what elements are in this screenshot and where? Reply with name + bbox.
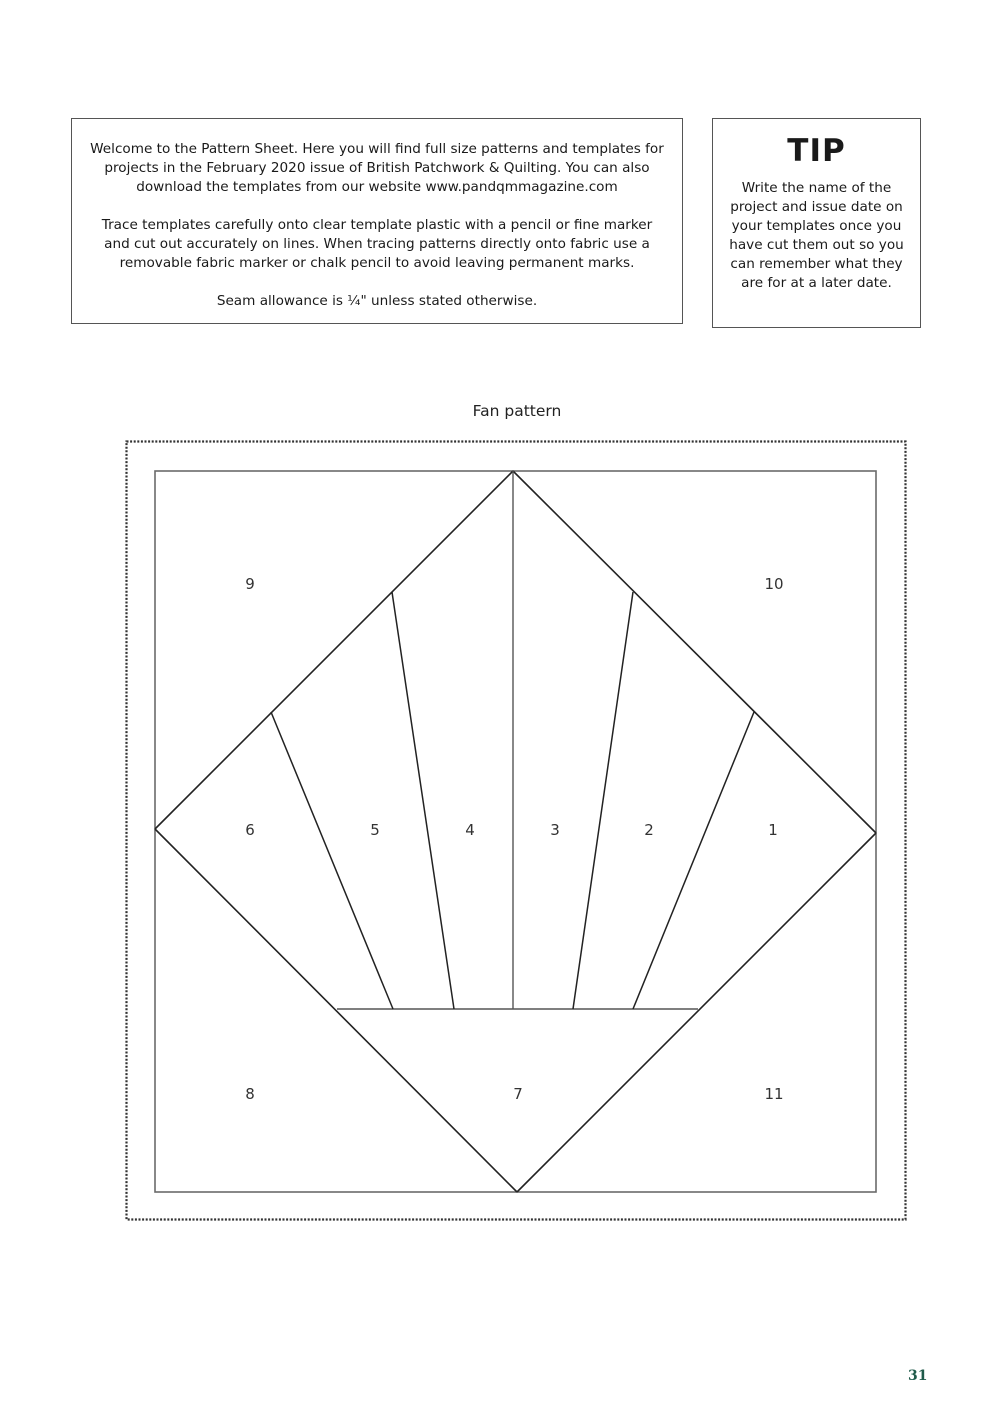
section-label-4: 4: [465, 821, 475, 839]
section-label-11: 11: [764, 1085, 784, 1103]
diamond-edge-bottom-right: [517, 833, 876, 1192]
section-label-10: 10: [764, 575, 784, 593]
section-label-9: 9: [245, 575, 255, 593]
intro-paragraph-tracing: Trace templates carefully onto clear template plastic with a pencil or fine marker and cut out accurately on lines. When tracing patterns directly onto fabric use a removable fabric marker or chalk pencil to avoid leaving permanent marks.: [101, 217, 653, 271]
intro-paragraph-welcome: Welcome to the Pattern Sheet. Here you will find full size patterns and templates for projects in the February 2020 issue of British Patchwork & Quilting. You can also download the templates from our website www.pandqmmagazine.com: [90, 141, 664, 195]
fan-line-right-outer: [633, 712, 754, 1009]
diamond-edge-top-left: [155, 471, 513, 829]
fan-line-right-inner: [573, 592, 633, 1009]
diamond-edge-top-right: [513, 471, 876, 833]
section-label-3: 3: [550, 821, 560, 839]
intro-paragraph-seam: Seam allowance is ¼" unless stated otherwise.: [216, 293, 538, 309]
section-label-8: 8: [245, 1085, 255, 1103]
pattern-title: Fan pattern: [472, 402, 562, 420]
tip-text: Write the name of the project and issue date on your templates once you have cut them out so you can remember what they are for at a later date.: [729, 180, 904, 291]
section-label-2: 2: [644, 821, 654, 839]
page-number: 31: [908, 1368, 928, 1384]
section-label-6: 6: [245, 821, 255, 839]
diamond-edge-bottom-left: [155, 829, 517, 1192]
section-label-7: 7: [513, 1085, 523, 1103]
section-label-1: 1: [768, 821, 778, 839]
tip-title: TIP: [787, 133, 846, 169]
section-label-5: 5: [370, 821, 380, 839]
fan-line-left-inner: [392, 592, 454, 1009]
